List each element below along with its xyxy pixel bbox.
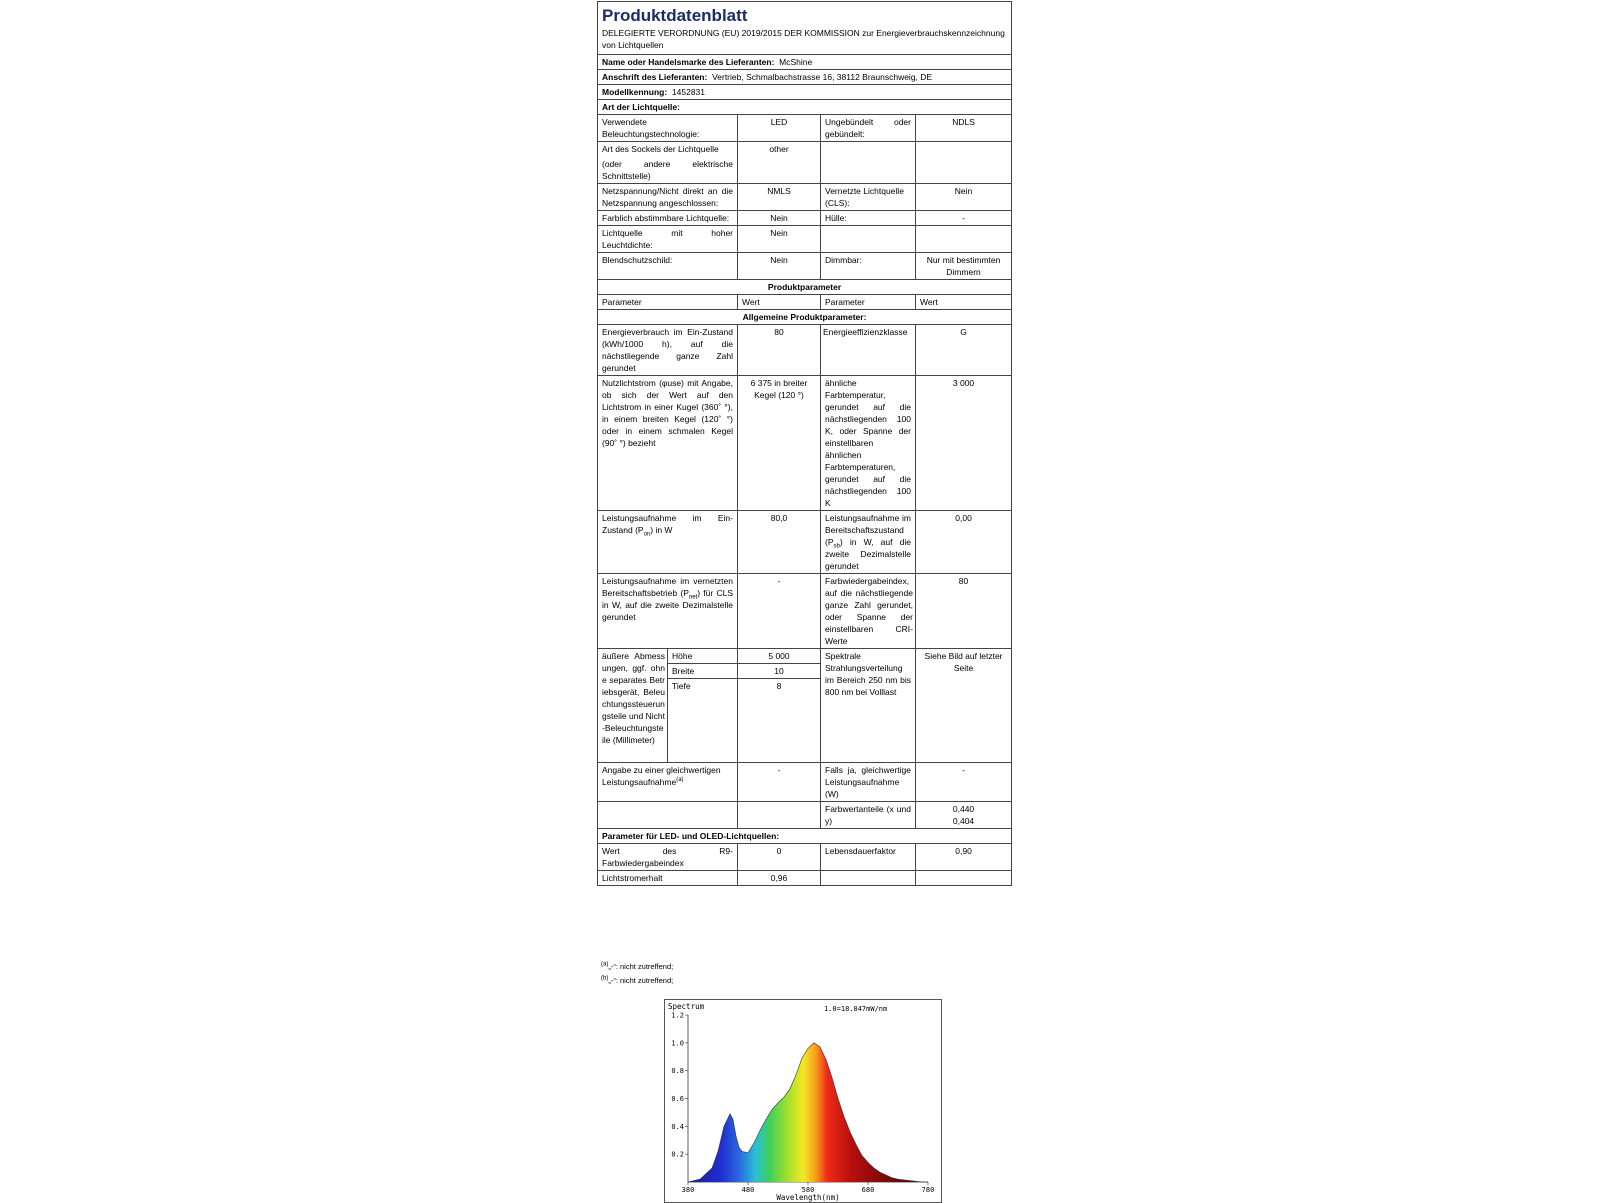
- table-row: [598, 253, 1012, 280]
- table-header-row: [598, 295, 1012, 310]
- table-row: [598, 325, 1012, 376]
- product-datasheet: [597, 1, 1011, 886]
- dim-height-value: 5 000: [738, 649, 821, 664]
- col-header-param: Parameter: [821, 295, 916, 310]
- row-value: NMLS: [738, 184, 821, 211]
- dim-height-label: Höhe: [668, 649, 738, 664]
- eff-value: G: [916, 325, 1012, 376]
- table-row: [598, 574, 1012, 649]
- pon-value: 80,0: [738, 511, 821, 574]
- supplier-label: Name oder Handelsmarke des Lieferanten:: [602, 57, 775, 67]
- col-header-value: Wert: [916, 295, 1012, 310]
- table-row: [598, 871, 1012, 886]
- row-value: Nein: [916, 184, 1012, 211]
- table-row: [598, 376, 1012, 511]
- row-value: Nein: [738, 211, 821, 226]
- maint-value: 0,96: [738, 871, 821, 886]
- table-row: [598, 844, 1012, 871]
- row-label: Vernetzte Lichtquelle (CLS):: [821, 184, 916, 211]
- row-value: -: [916, 211, 1012, 226]
- psb-label: Leistungsaufnahme im Bereitschaftszustand $(P_{sb})$ in W, auf die zweite Dezimalstelle gerundet: [821, 511, 916, 574]
- dim-width-label: Breite: [668, 664, 738, 679]
- y-tick-label: 1.2: [671, 1011, 684, 1020]
- spectrum-chart: [664, 999, 942, 1203]
- spd-value: Siehe Bild auf letzter Seite: [916, 649, 1012, 763]
- row-value: other: [738, 142, 821, 184]
- equiv-value: -: [738, 763, 821, 802]
- table-row: [598, 184, 1012, 211]
- dim-depth-value: 8: [738, 679, 821, 763]
- dim-depth-label: Tiefe: [668, 679, 738, 763]
- chrom-x-value: 0,440: [952, 804, 975, 814]
- row-label: Lichtquelle mit hoher Leuchtdichte:: [598, 226, 738, 253]
- row-label: Blendschutzschild:: [598, 253, 738, 280]
- y-tick-label: 1.0: [671, 1039, 684, 1048]
- row-value: Nur mit bestimmten Dimmern: [916, 253, 1012, 280]
- col-header-param: Parameter: [598, 295, 738, 310]
- address-value: Vertrieb, Schmalbachstrasse 16, 38112 Braunschweig, DE: [712, 72, 933, 82]
- chrom-value: [916, 802, 1012, 829]
- row-value: Nein: [738, 226, 821, 253]
- row-value: [916, 142, 1012, 184]
- row-label: Hülle:: [821, 211, 916, 226]
- table-row: [598, 511, 1012, 574]
- model-value: 1452831: [671, 87, 705, 97]
- chart-title: Spectrum: [668, 1002, 705, 1011]
- spd-label: Spektrale Strahlungsverteilung im Bereich 250 nm bis 800 nm bei Volllast: [821, 649, 916, 763]
- falls-label: Falls ja, gleichwertige Leistungsaufnahme (W): [821, 763, 916, 802]
- x-tick-label: 480: [741, 1186, 755, 1194]
- flux-label: Nutzlichtstrom (φuse) mit Angabe, ob sich der Wert auf den Lichtstrom in einer Kugel (360˚ °), in einem breiten Kegel (120˚ °) oder in einem schmalen Kegel (90˚ °) bezieht: [598, 376, 738, 511]
- y-tick-label: 0.8: [671, 1067, 684, 1076]
- cct-label: ähnliche Farbtemperatur, gerundet auf die nächstliegenden 100 K, oder Spanne der einstellbaren ähnlichen Farbtemperaturen, gerundet auf die nächstliegenden 100 K: [821, 376, 916, 511]
- x-tick-label: 680: [861, 1186, 875, 1194]
- table-row: [598, 763, 1012, 802]
- psb-value: 0,00: [916, 511, 1012, 574]
- params-heading: Produktparameter: [598, 280, 1012, 295]
- row-label: Art des Sockels der Lichtquelle: [602, 144, 719, 154]
- row-label: Dimmbar:: [821, 253, 916, 280]
- table-row: [598, 802, 1012, 829]
- row-value: LED: [738, 115, 821, 142]
- chart-annotation: 1.0=18.847mW/nm: [824, 1005, 888, 1013]
- falls-value: -: [916, 763, 1012, 802]
- x-tick-label: 780: [921, 1186, 935, 1194]
- x-axis-label: Wavelength(nm): [776, 1193, 840, 1202]
- y-tick-label: 0.4: [671, 1122, 684, 1131]
- row-value: [916, 226, 1012, 253]
- row-label: Farblich abstimmbare Lichtquelle:: [598, 211, 738, 226]
- pon-label: Leistungsaufnahme im Ein-Zustand $(P_{on})$ in W: [598, 511, 738, 574]
- row-value: Nein: [738, 253, 821, 280]
- footnote-b: $^{(b)}$„-“: nicht zutreffend;: [601, 975, 674, 985]
- cri-value: 80: [916, 574, 1012, 649]
- y-tick-label: 0.2: [671, 1150, 684, 1159]
- row-label: [821, 226, 916, 253]
- address-label: Anschrift des Lieferanten:: [602, 72, 708, 82]
- maint-label: Lichtstromerhalt: [598, 871, 738, 886]
- table-row: [598, 142, 1012, 184]
- y-tick-label: 0.6: [671, 1095, 684, 1103]
- row-label: Verwendete Beleuchtungstechnologie:: [598, 115, 738, 142]
- x-tick-label: 380: [681, 1186, 695, 1194]
- col-header-value: Wert: [738, 295, 821, 310]
- chrom-label: Farbwertanteile (x und y): [821, 802, 916, 829]
- table-row: [598, 115, 1012, 142]
- life-label: Lebensdauerfaktor: [821, 844, 916, 871]
- row-label: [821, 142, 916, 184]
- table-row: [598, 649, 1012, 664]
- row-label-note: (oder andere elektrische Schnittstelle): [602, 159, 733, 181]
- energy-label: Energieverbrauch im Ein-Zustand (kWh/1000 h), auf die nächstliegende ganze Zahl gerundet: [598, 325, 738, 376]
- flux-value: 6 375 in breiter Kegel (120 °): [738, 376, 821, 511]
- row-value: NDLS: [916, 115, 1012, 142]
- life-value: 0,90: [916, 844, 1012, 871]
- footnote-a: $^{(a)}$„-“: nicht zutreffend;: [601, 961, 674, 971]
- cct-value: 3 000: [916, 376, 1012, 511]
- led-heading: Parameter für LED- und OLED-Lichtquellen:: [598, 829, 1012, 844]
- table-row: [598, 211, 1012, 226]
- r9-label: Wert des R9-Farbwiedergabeindex: [598, 844, 738, 871]
- pnet-value: -: [738, 574, 821, 649]
- r9-value: 0: [738, 844, 821, 871]
- dim-width-value: 10: [738, 664, 821, 679]
- model-label: Modellkennung:: [602, 87, 668, 97]
- footnotes: [601, 960, 673, 988]
- row-label: Netzspannung/Nicht direkt an die Netzspannung angeschlossen:: [598, 184, 738, 211]
- regulation-text: DELEGIERTE VERORDNUNG (EU) 2019/2015 DER KOMMISSION zur Energieverbrauchskennzeichnung von Lichtquellen: [602, 28, 1005, 50]
- cri-label: Farbwiedergabeindex, auf die nächstliegende ganze Zahl gerundet, oder Spanne der einstellbaren CRI-Werte: [821, 574, 916, 649]
- type-heading: Art der Lichtquelle:: [598, 100, 1012, 115]
- pnet-label: Leistungsaufnahme im vernetzten Bereitschaftsbetrieb $(P_{net})$ für CLS in W, auf die zweite Dezimalstelle gerundet: [598, 574, 738, 649]
- page-title: Produktdatenblatt: [602, 6, 748, 25]
- table-row: [598, 226, 1012, 253]
- datasheet-table: [597, 1, 1012, 886]
- chrom-y-value: 0,404: [952, 816, 975, 826]
- general-heading: Allgemeine Produktparameter:: [598, 310, 1012, 325]
- equiv-label: Angabe zu einer gleichwertigen Leistungsaufnahme$^{(a)}$: [598, 763, 738, 802]
- x-tick-label: 580: [801, 1186, 815, 1194]
- dims-label: äußere Abmessungen, ggf. ohne separates Betriebsgerät, Beleuchtungssteuerungsteile und Nicht-Beleuchtungsteile (Millimeter): [598, 649, 668, 763]
- energy-value: 80: [738, 325, 821, 376]
- eff-label: Energieeffizienzklasse: [821, 325, 916, 376]
- row-label: Ungebündelt oder gebündelt:: [821, 115, 916, 142]
- supplier-value: McShine: [779, 57, 813, 67]
